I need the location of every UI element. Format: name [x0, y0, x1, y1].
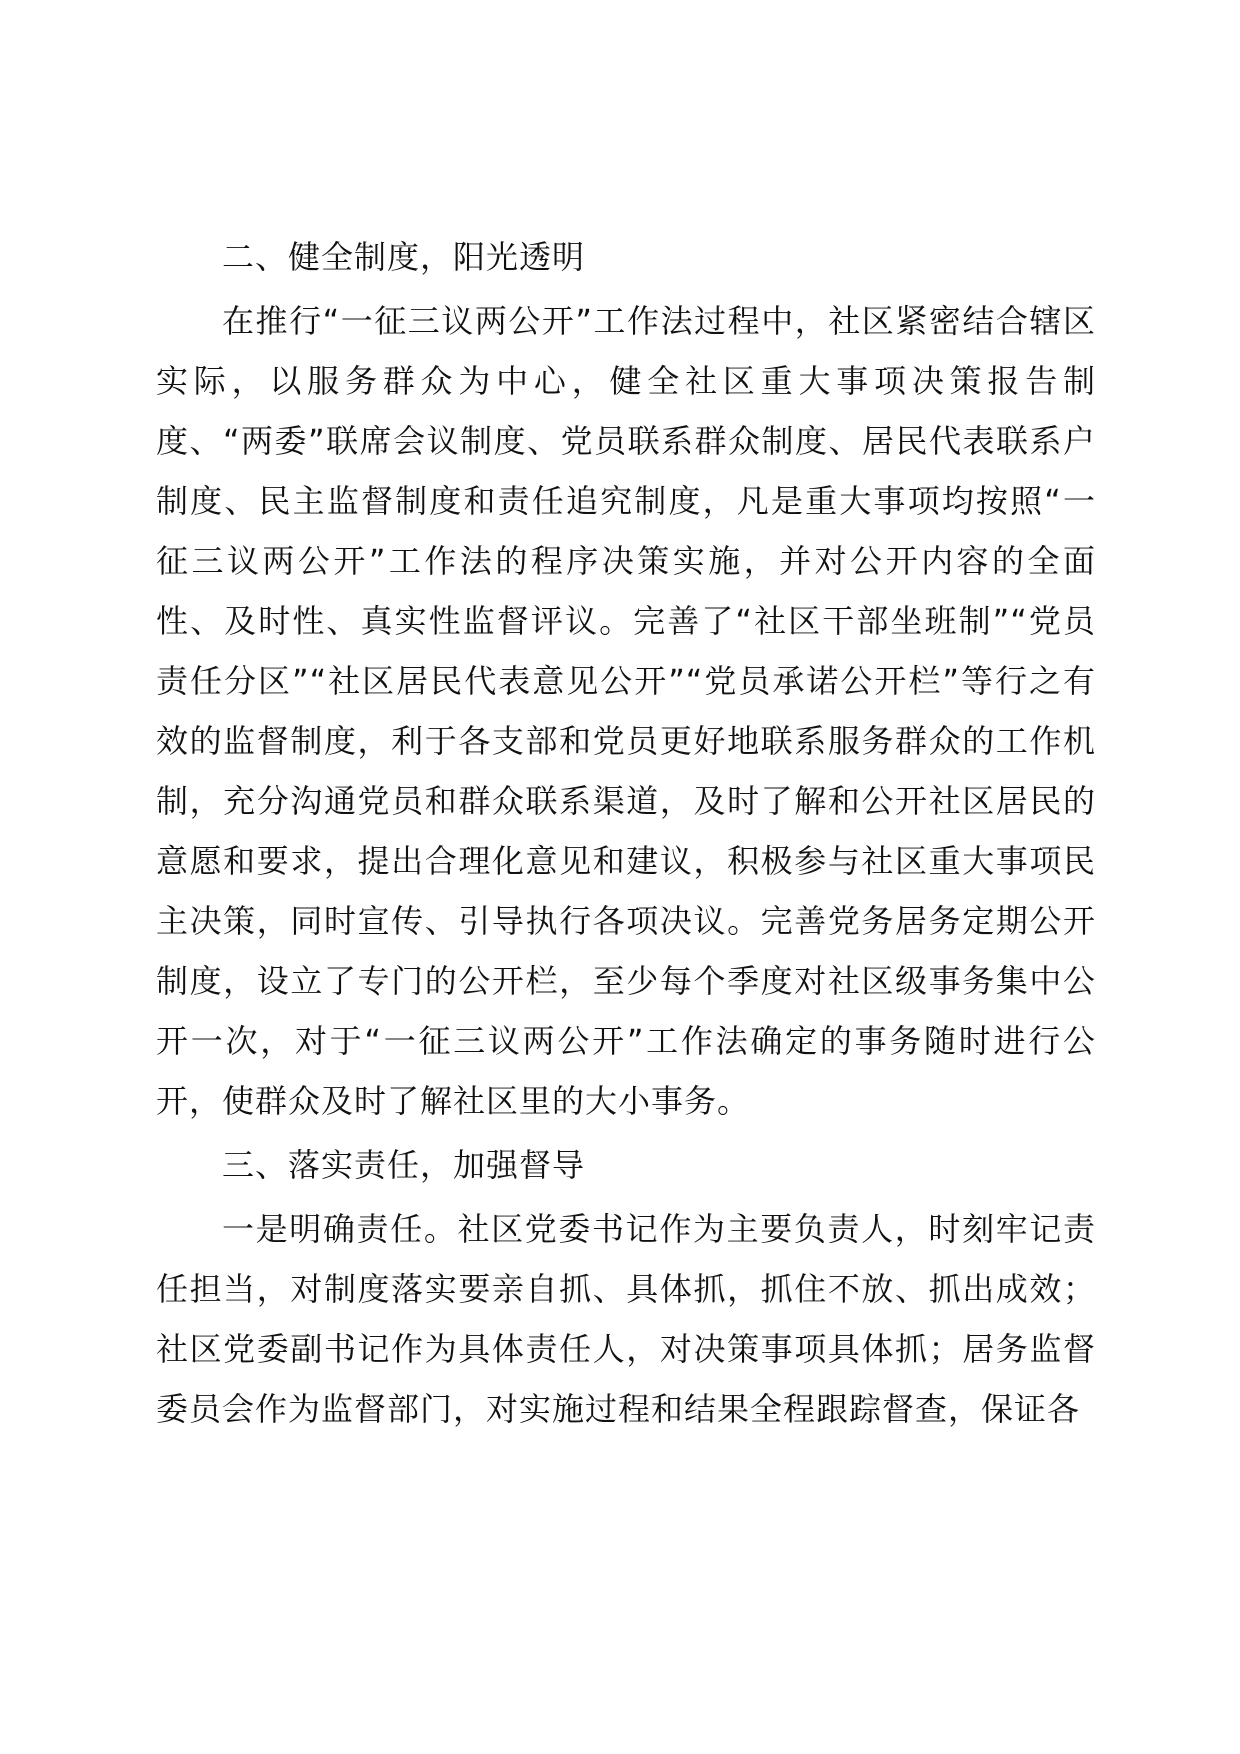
section-two-heading: 二、健全制度，阳光透明	[222, 238, 586, 276]
document-body	[156, 227, 1096, 1439]
section-three-paragraph: 一是明确责任。社区党委书记作为主要负责人，时刻牢记责任担当，对制度落实要亲自抓、具体抓，抓住不放、抓出成效；社区党委副书记作为具体责任人，对决策事项具体抓；居务监督委员会作为监督部门，对实施过程和结果全程跟踪督查，保证各	[156, 1210, 1096, 1428]
section-two-paragraph: 在推行“一征三议两公开”工作法过程中，社区紧密结合辖区实际，以服务群众为中心，健全社区重大事项决策报告制度、“两委”联席会议制度、党员联系群众制度、居民代表联系户制度、民主监督制度和责任追究制度，凡是重大事项均按照“一征三议两公开”工作法的程序决策实施，并对公开内容的全面性、及时性、真实性监督评议。完善了“社区干部坐班制”“党员责任分区”“社区居民代表意见公开”“党员承诺公开栏”等行之有效的监督制度，利于各支部和党员更好地联系服务群众的工作机制，充分沟通党员和群众联系渠道，及时了解和公开社区居民的意愿和要求，提出合理化意见和建议，积极参与社区重大事项民主决策，同时宣传、引导执行各项决议。完善党务居务定期公开制度，设立了专门的公开栏，至少每个季度对社区级事务集中公开一次，对于“一征三议两公开”工作法确定的事务随时进行公开，使群众及时了解社区里的大小事务。	[156, 302, 1096, 1120]
section-three-heading: 三、落实责任，加强督导	[222, 1146, 586, 1184]
